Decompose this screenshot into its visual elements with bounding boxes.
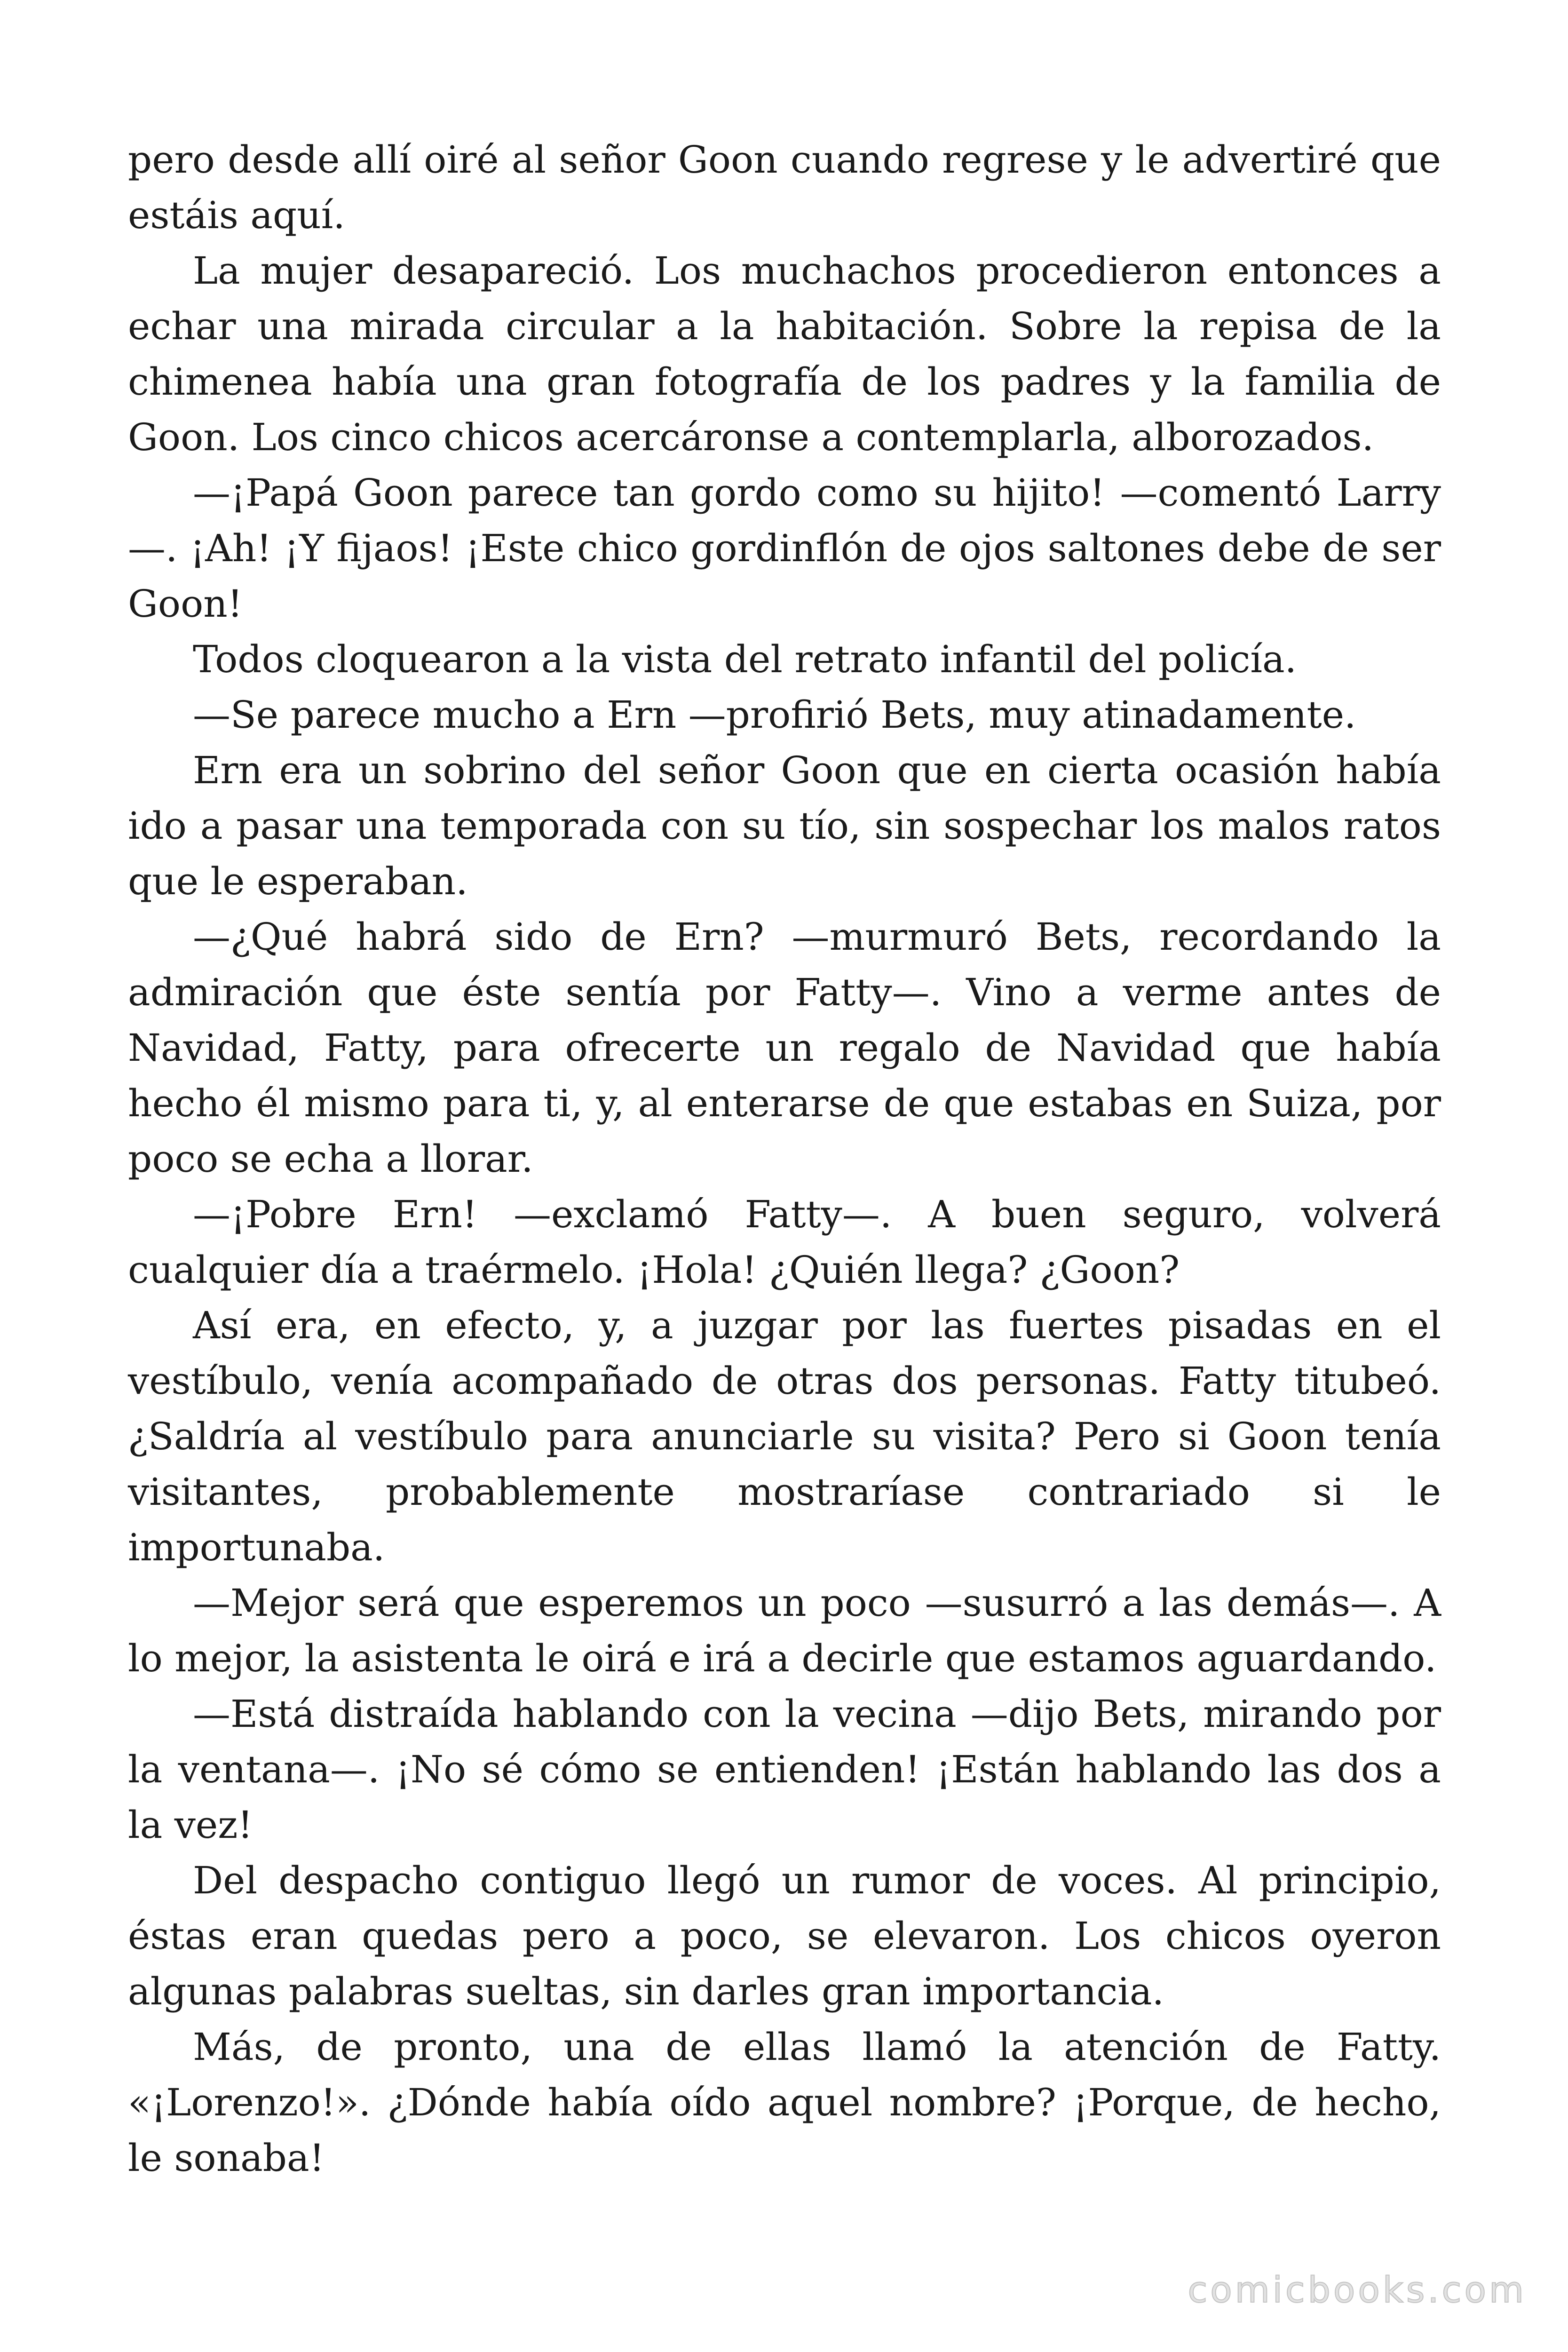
paragraph-first-line: Así era, en efecto, y, a juzgar por las fuertes pisadas en el — [193, 1303, 1441, 1347]
text-line: que le esperaban. — [128, 859, 468, 903]
text-line: algunas palabras sueltas, sin darles gran importancia. — [128, 1970, 1164, 2013]
paragraph-first-line: Ern era un sobrino del señor Goon que en cierta ocasión había — [193, 748, 1441, 792]
paragraph-first-line: La mujer desapareció. Los muchachos procedieron entonces a — [193, 249, 1441, 293]
text-line: importunaba. — [128, 1526, 385, 1569]
text-line: la vez! — [128, 1803, 253, 1847]
paragraph-first-line: —Mejor será que esperemos un poco —susurró a las demás—. A — [193, 1581, 1441, 1625]
text-line: admiración que éste sentía por Fatty—. Vino a verme antes de — [128, 970, 1441, 1014]
paragraph-first-line: Todos cloquearon a la vista del retrato infantil del policía. — [193, 637, 1297, 681]
text-line: hecho él mismo para ti, y, al enterarse de que estabas en Suiza, por — [128, 1081, 1441, 1125]
text-line: visitantes, probablemente mostraríase contrariado si le — [128, 1470, 1441, 1514]
text-line: estáis aquí. — [128, 193, 345, 237]
paragraph-first-line: —¡Papá Goon parece tan gordo como su hijito! —comentó Larry — [193, 471, 1441, 515]
text-line: pero desde allí oiré al señor Goon cuando regrese y le advertiré que — [128, 138, 1441, 182]
paragraph-first-line: —Está distraída hablando con la vecina —dijo Bets, mirando por — [193, 1692, 1441, 1736]
text-line: Goon! — [128, 582, 243, 626]
text-line: Goon. Los cinco chicos acercáronse a contemplarla, alborozados. — [128, 415, 1374, 459]
text-line: —. ¡Ah! ¡Y fijaos! ¡Este chico gordinflón de ojos saltones debe de ser — [128, 526, 1441, 570]
paragraph-first-line: Del despacho contiguo llegó un rumor de voces. Al principio, — [193, 1859, 1441, 1902]
paragraph-first-line: —¡Pobre Ern! —exclamó Fatty—. A buen seguro, volverá — [193, 1192, 1441, 1236]
text-line: cualquier día a traérmelo. ¡Hola! ¿Quién llega? ¿Goon? — [128, 1248, 1180, 1292]
text-line: la ventana—. ¡No sé cómo se entienden! ¡Están hablando las dos a — [128, 1748, 1441, 1791]
site-watermark: comicbooks.com — [1188, 2269, 1527, 2311]
text-line: poco se echa a llorar. — [128, 1137, 533, 1181]
text-line: lo mejor, la asistenta le oirá e irá a decirle que estamos aguardando. — [128, 1637, 1437, 1680]
text-line: ido a pasar una temporada con su tío, sin sospechar los malos ratos — [128, 804, 1441, 848]
text-line: chimenea había una gran fotografía de los padres y la familia de — [128, 360, 1441, 404]
paragraph-first-line: Más, de pronto, una de ellas llamó la atención de Fatty. — [193, 2025, 1441, 2069]
text-line: éstas eran quedas pero a poco, se elevaron. Los chicos oyeron — [128, 1914, 1441, 1958]
text-line: «¡Lorenzo!». ¿Dónde había oído aquel nombre? ¡Porque, de hecho, — [128, 2081, 1441, 2124]
text-line: vestíbulo, venía acompañado de otras dos personas. Fatty titubeó. — [128, 1359, 1441, 1403]
text-line: le sonaba! — [128, 2136, 325, 2180]
paragraph-first-line: —¿Qué habrá sido de Ern? —murmuró Bets, recordando la — [193, 915, 1441, 959]
text-line: Navidad, Fatty, para ofrecerte un regalo de Navidad que había — [128, 1026, 1441, 1070]
text-line: echar una mirada circular a la habitación. Sobre la repisa de la — [128, 304, 1441, 348]
text-line: ¿Saldría al vestíbulo para anunciarle su visita? Pero si Goon tenía — [128, 1414, 1441, 1458]
paragraph-first-line: —Se parece mucho a Ern —profirió Bets, muy atinadamente. — [193, 693, 1356, 737]
